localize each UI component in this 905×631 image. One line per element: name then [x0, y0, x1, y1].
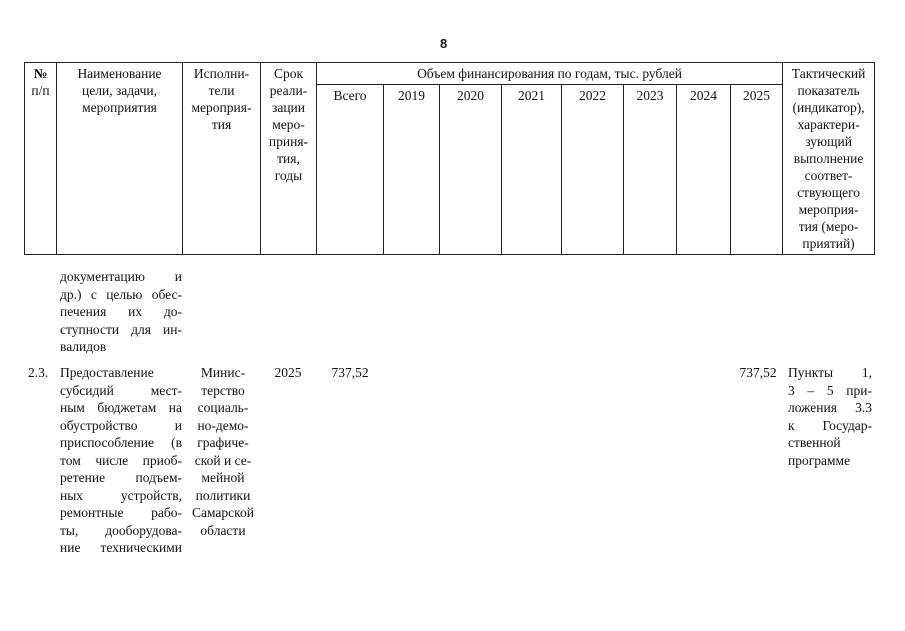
- row-term: 2025: [274, 365, 302, 380]
- header-year-2024: 2024: [677, 85, 731, 255]
- header-num: № п/п: [25, 63, 57, 255]
- row-executor: Минис- терство социаль- но-демо- графиче- ской и се- мейной политики Самарской области: [191, 365, 255, 538]
- header-year-2019: 2019: [384, 85, 440, 255]
- row-indicator: Пункты 1, 3 – 5 при- ложения 3.3 к Государ- ственной программе: [788, 365, 872, 468]
- row-number: 2.3.: [28, 365, 49, 380]
- header-funding: Объем финансирования по годам, тыс. рублей: [317, 63, 783, 85]
- table-header: [24, 62, 875, 255]
- row-name: Предоставление субсидий мест- ным бюджетам на обустройство и приспособление (в том числе приоб- ретение подъем- ных устройств, ремонтные рабо- ты, дооборудова- ние техническими: [60, 365, 182, 555]
- header-year-2020: 2020: [440, 85, 502, 255]
- row-2025-value: 737,52: [739, 365, 777, 380]
- page-number: 8: [440, 36, 448, 51]
- header-year-2023: 2023: [624, 85, 677, 255]
- row-total: 737,52: [331, 365, 369, 380]
- header-term: Срок реали- зации меро- приня- тия, годы: [261, 63, 317, 255]
- header-year-2025: 2025: [731, 85, 783, 255]
- header-year-2022: 2022: [562, 85, 624, 255]
- header-indicator: Тактический показатель (индикатор), характери- зующий выполнение соответ- ствующего мероприя- тия (меро- приятий): [783, 63, 875, 255]
- header-year-2021: 2021: [502, 85, 562, 255]
- header-total: Всего: [317, 85, 384, 255]
- header-executor: Исполни- тели мероприя- тия: [183, 63, 261, 255]
- continuation-text: документацию и др.) с целью обес- печения их до- ступности для ин- валидов: [60, 269, 182, 354]
- header-name: Наименование цели, задачи, мероприятия: [57, 63, 183, 255]
